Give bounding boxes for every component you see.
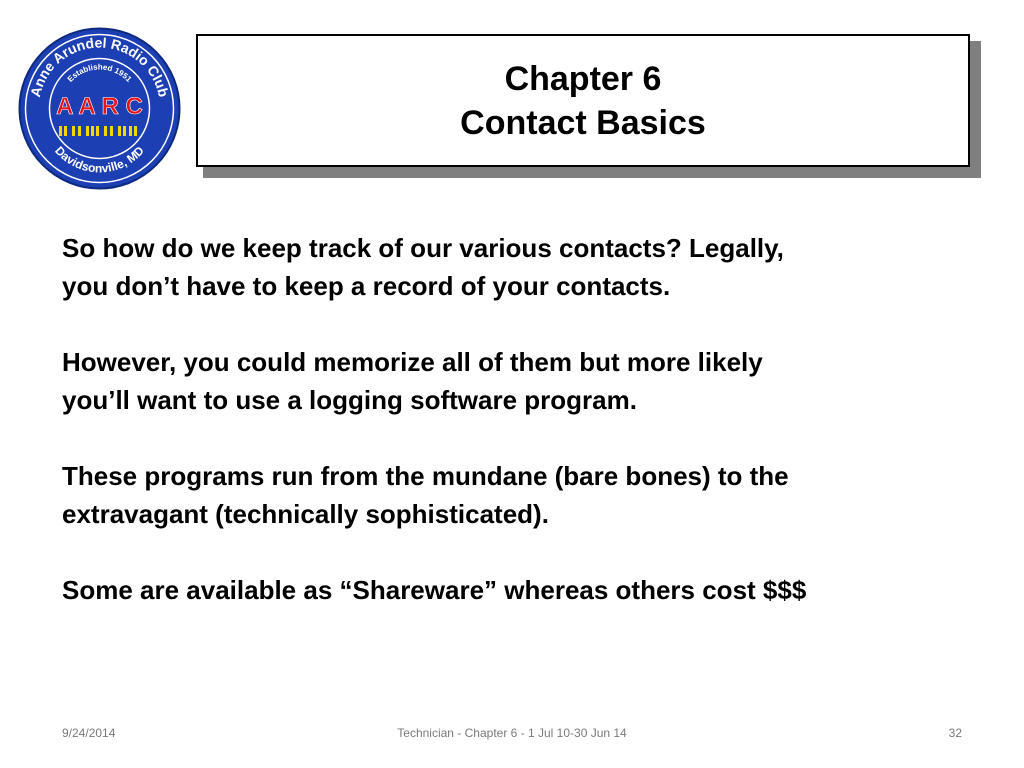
- slide-body: [62, 229, 982, 647]
- logo-bottom-text: Davidsonville, MD: [52, 143, 147, 176]
- paragraph-1-line-2: you don’t have to keep a record of your contacts.: [62, 271, 671, 301]
- aarc-logo: [17, 26, 182, 191]
- paragraph-3-line-2: extravagant (technically sophisticated).: [62, 499, 549, 529]
- paragraph-4-line-1: Some are available as “Shareware” whereas others cost $$$: [62, 575, 807, 605]
- aarc-seal-icon: [17, 26, 182, 191]
- paragraph-1: [62, 229, 982, 305]
- paragraph-2: [62, 343, 982, 419]
- logo-top-text: Anne Arundel Radio Club: [27, 34, 172, 99]
- paragraph-2-line-2: you’ll want to use a logging software program.: [62, 385, 637, 415]
- title-box: [196, 34, 970, 167]
- paragraph-1-line-1: So how do we keep track of our various contacts? Legally,: [62, 233, 784, 263]
- slide-title: Contact Basics: [460, 103, 706, 142]
- paragraph-3-line-1: These programs run from the mundane (bare bones) to the: [62, 461, 789, 491]
- paragraph-2-line-1: However, you could memorize all of them but more likely: [62, 347, 763, 377]
- chapter-title: Chapter 6: [504, 59, 662, 98]
- logo-established-text: Established 1951: [65, 62, 134, 84]
- paragraph-4: [62, 571, 982, 609]
- footer-title: Technician - Chapter 6 - 1 Jul 10-30 Jun 14: [397, 726, 627, 740]
- logo-letters: A A R C: [56, 93, 143, 120]
- paragraph-3: [62, 457, 982, 533]
- footer-page-number: 32: [948, 726, 962, 740]
- footer-date: 9/24/2014: [62, 726, 116, 740]
